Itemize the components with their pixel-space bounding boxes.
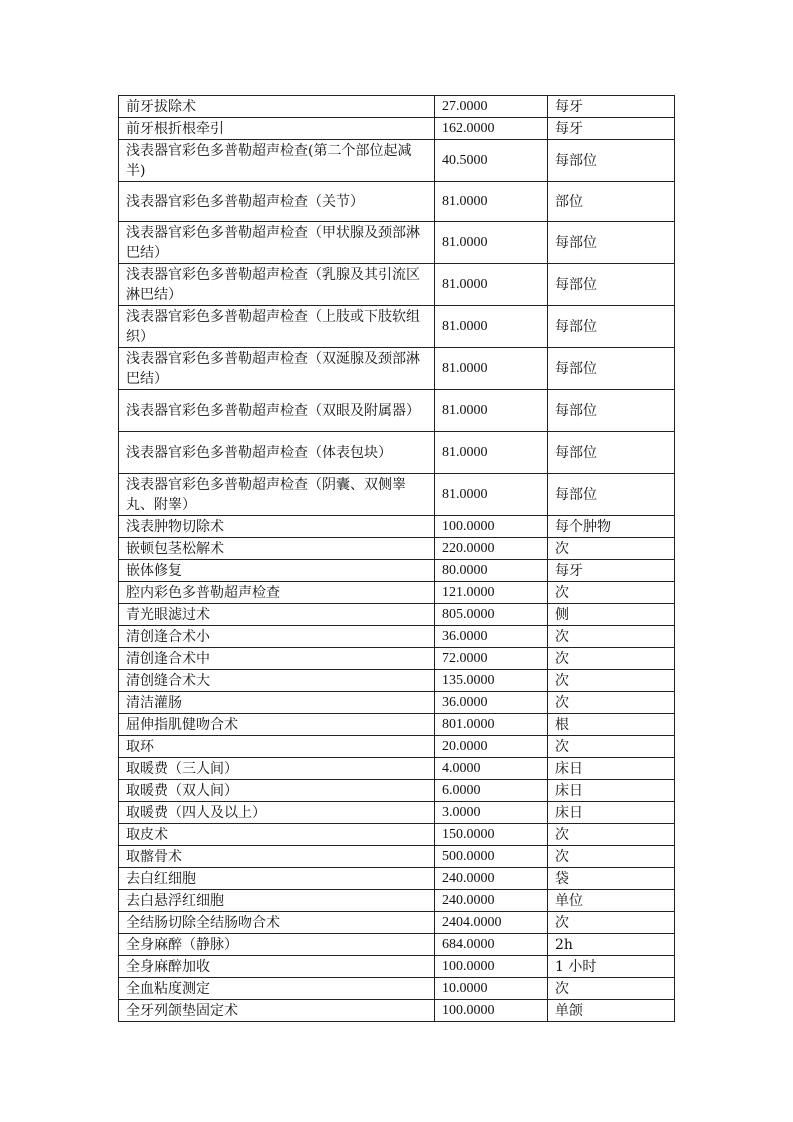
table-row <box>119 432 675 474</box>
table-row <box>119 582 675 604</box>
unit-cell: 次 <box>548 692 675 714</box>
price-cell: 100.0000 <box>435 516 548 538</box>
table-row <box>119 348 675 390</box>
table-row <box>119 306 675 348</box>
price-cell: 81.0000 <box>435 390 548 432</box>
item-name-cell: 前牙根折根牵引 <box>119 118 435 140</box>
item-name-cell: 青光眼滤过术 <box>119 604 435 626</box>
price-cell: 81.0000 <box>435 474 548 516</box>
unit-cell: 次 <box>548 736 675 758</box>
table-row <box>119 670 675 692</box>
item-name-cell: 嵌体修复 <box>119 560 435 582</box>
table-row <box>119 868 675 890</box>
table-row <box>119 560 675 582</box>
table-row <box>119 802 675 824</box>
price-cell: 240.0000 <box>435 890 548 912</box>
item-name-cell: 清洁灌肠 <box>119 692 435 714</box>
price-cell: 220.0000 <box>435 538 548 560</box>
item-name-cell: 嵌顿包茎松解术 <box>119 538 435 560</box>
price-cell: 100.0000 <box>435 1000 548 1022</box>
price-cell: 81.0000 <box>435 432 548 474</box>
price-cell: 10.0000 <box>435 978 548 1000</box>
price-cell: 72.0000 <box>435 648 548 670</box>
unit-cell: 侧 <box>548 604 675 626</box>
item-name-cell: 腔内彩色多普勒超声检查 <box>119 582 435 604</box>
item-name-cell: 清创逢合术小 <box>119 626 435 648</box>
item-name-cell: 取暖费（三人间） <box>119 758 435 780</box>
item-name-cell: 浅表器官彩色多普勒超声检查（阴囊、双侧睾丸、附睾） <box>119 474 435 516</box>
item-name-cell: 取暖费（双人间） <box>119 780 435 802</box>
table-row <box>119 538 675 560</box>
unit-cell: 根 <box>548 714 675 736</box>
table-row <box>119 648 675 670</box>
item-name-cell: 浅表器官彩色多普勒超声检查（关节） <box>119 182 435 222</box>
unit-cell: 床日 <box>548 802 675 824</box>
table-row <box>119 714 675 736</box>
table-row <box>119 390 675 432</box>
price-cell: 240.0000 <box>435 868 548 890</box>
unit-cell: 每部位 <box>548 264 675 306</box>
table-row <box>119 264 675 306</box>
table-row <box>119 890 675 912</box>
item-name-cell: 浅表器官彩色多普勒超声检查（双眼及附属器） <box>119 390 435 432</box>
price-cell: 40.5000 <box>435 140 548 182</box>
price-cell: 684.0000 <box>435 934 548 956</box>
unit-cell: 每牙 <box>548 118 675 140</box>
price-cell: 100.0000 <box>435 956 548 978</box>
unit-cell: 次 <box>548 978 675 1000</box>
unit-cell: 2h <box>548 934 675 956</box>
price-cell: 121.0000 <box>435 582 548 604</box>
unit-cell: 床日 <box>548 780 675 802</box>
unit-cell: 次 <box>548 846 675 868</box>
unit-cell: 次 <box>548 912 675 934</box>
price-cell: 36.0000 <box>435 692 548 714</box>
price-cell: 135.0000 <box>435 670 548 692</box>
table-row <box>119 140 675 182</box>
table-row <box>119 934 675 956</box>
unit-cell: 每牙 <box>548 96 675 118</box>
unit-cell: 每部位 <box>548 474 675 516</box>
price-cell: 4.0000 <box>435 758 548 780</box>
price-cell: 162.0000 <box>435 118 548 140</box>
item-name-cell: 全血粘度测定 <box>119 978 435 1000</box>
table-row <box>119 780 675 802</box>
unit-cell: 每部位 <box>548 306 675 348</box>
unit-cell: 每部位 <box>548 432 675 474</box>
price-cell: 80.0000 <box>435 560 548 582</box>
table-row <box>119 516 675 538</box>
unit-cell: 每部位 <box>548 222 675 264</box>
item-name-cell: 全身麻醉（静脉） <box>119 934 435 956</box>
table-row <box>119 182 675 222</box>
unit-cell: 每个肿物 <box>548 516 675 538</box>
price-cell: 36.0000 <box>435 626 548 648</box>
unit-cell: 袋 <box>548 868 675 890</box>
price-cell: 81.0000 <box>435 264 548 306</box>
item-name-cell: 全牙列颌垫固定术 <box>119 1000 435 1022</box>
unit-cell: 每牙 <box>548 560 675 582</box>
price-cell: 81.0000 <box>435 348 548 390</box>
unit-cell: 单位 <box>548 890 675 912</box>
table-row <box>119 222 675 264</box>
price-cell: 81.0000 <box>435 182 548 222</box>
price-cell: 81.0000 <box>435 306 548 348</box>
table-row <box>119 474 675 516</box>
item-name-cell: 浅表器官彩色多普勒超声检查（甲状腺及颈部淋巴结） <box>119 222 435 264</box>
item-name-cell: 取暖费（四人及以上） <box>119 802 435 824</box>
fee-table <box>118 95 675 1022</box>
unit-cell: 单颌 <box>548 1000 675 1022</box>
item-name-cell: 取环 <box>119 736 435 758</box>
table-row <box>119 96 675 118</box>
fee-table-body <box>119 96 675 1022</box>
unit-cell: 每部位 <box>548 140 675 182</box>
unit-cell: 次 <box>548 670 675 692</box>
table-row <box>119 956 675 978</box>
table-row <box>119 626 675 648</box>
unit-cell: 次 <box>548 582 675 604</box>
price-cell: 150.0000 <box>435 824 548 846</box>
item-name-cell: 屈伸指肌健吻合术 <box>119 714 435 736</box>
item-name-cell: 去白红细胞 <box>119 868 435 890</box>
price-cell: 81.0000 <box>435 222 548 264</box>
unit-cell: 次 <box>548 538 675 560</box>
item-name-cell: 浅表器官彩色多普勒超声检查（上肢或下肢软组织） <box>119 306 435 348</box>
item-name-cell: 浅表器官彩色多普勒超声检查（双涎腺及颈部淋巴结） <box>119 348 435 390</box>
price-cell: 801.0000 <box>435 714 548 736</box>
unit-cell: 部位 <box>548 182 675 222</box>
unit-cell: 1 小时 <box>548 956 675 978</box>
price-cell: 27.0000 <box>435 96 548 118</box>
price-cell: 3.0000 <box>435 802 548 824</box>
item-name-cell: 全身麻醉加收 <box>119 956 435 978</box>
table-row <box>119 846 675 868</box>
item-name-cell: 去白悬浮红细胞 <box>119 890 435 912</box>
table-row <box>119 978 675 1000</box>
item-name-cell: 清创逢合术中 <box>119 648 435 670</box>
table-row <box>119 736 675 758</box>
item-name-cell: 清创缝合术大 <box>119 670 435 692</box>
unit-cell: 每部位 <box>548 390 675 432</box>
price-cell: 6.0000 <box>435 780 548 802</box>
unit-cell: 次 <box>548 648 675 670</box>
unit-cell: 次 <box>548 824 675 846</box>
price-cell: 805.0000 <box>435 604 548 626</box>
table-row <box>119 758 675 780</box>
table-row <box>119 118 675 140</box>
table-row <box>119 912 675 934</box>
table-row <box>119 824 675 846</box>
item-name-cell: 全结肠切除全结肠吻合术 <box>119 912 435 934</box>
item-name-cell: 浅表肿物切除术 <box>119 516 435 538</box>
unit-cell: 次 <box>548 626 675 648</box>
unit-cell: 每部位 <box>548 348 675 390</box>
item-name-cell: 浅表器官彩色多普勒超声检查（体表包块） <box>119 432 435 474</box>
price-cell: 2404.0000 <box>435 912 548 934</box>
table-row <box>119 1000 675 1022</box>
table-row <box>119 604 675 626</box>
item-name-cell: 取皮术 <box>119 824 435 846</box>
unit-cell: 床日 <box>548 758 675 780</box>
item-name-cell: 前牙拔除术 <box>119 96 435 118</box>
table-row <box>119 692 675 714</box>
item-name-cell: 取髂骨术 <box>119 846 435 868</box>
price-cell: 20.0000 <box>435 736 548 758</box>
item-name-cell: 浅表器官彩色多普勒超声检查(第二个部位起减半) <box>119 140 435 182</box>
price-cell: 500.0000 <box>435 846 548 868</box>
item-name-cell: 浅表器官彩色多普勒超声检查（乳腺及其引流区淋巴结） <box>119 264 435 306</box>
